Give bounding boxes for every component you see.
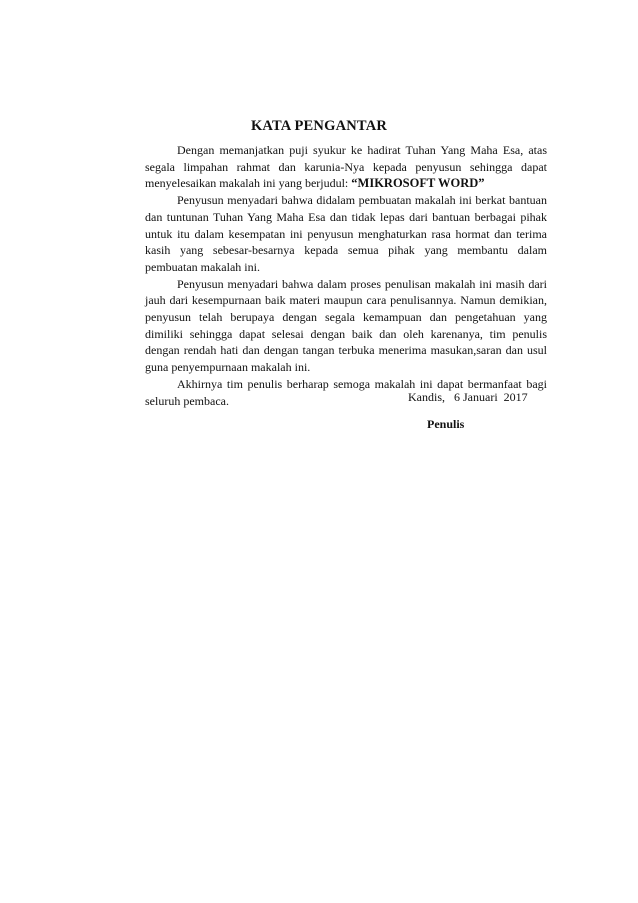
paragraph-1 xyxy=(145,142,547,192)
page-title: KATA PENGANTAR xyxy=(250,118,388,134)
paragraph-2: Penyusun menyadari bahwa didalam pembuatan makalah ini berkat bantuan dan tuntunan Tuhan Yang Maha Esa dan tidak lepas dari bantuan berbagai pihak untuk itu dalam kesempatan ini penyusun menghaturkan rasa hormat dan terima kasih yang sebesar-besarnya kepada semua pihak yang membantu dalam pembuatan makalah ini. xyxy=(145,193,547,274)
paragraph-1-text: Dengan memanjatkan puji syukur ke hadirat Tuhan Yang Maha Esa, atas segala limpahan rahmat dan karunia-Nya kepada penyusun sehingga dapat menyelesaikan makalah ini yang berjudul: xyxy=(145,143,547,191)
paragraph-3: Penyusun menyadari bahwa dalam proses penulisan makalah ini masih dari jauh dari kesempurnaan baik materi maupun cara penulisannya. Namun demikian, penyusun telah berupaya dengan segala kemampuan dan pengetahuan yang dimiliki sehingga dapat selesai dengan baik dan oleh karenanya, tim penulis dengan rendah hati dan dengan tangan terbuka menerima masukan,saran dan usul guna penyempurnaan makalah ini. xyxy=(145,276,547,375)
signature-place-date: Kandis, 6 Januari 2017 xyxy=(408,390,528,404)
body-text xyxy=(145,142,547,409)
signature-author: Penulis xyxy=(427,417,465,431)
paragraph-4: Akhirnya tim penulis berharap semoga makalah ini dapat bermanfaat bagi seluruh pembaca. xyxy=(145,376,547,408)
paragraph-1-emphasis: “MIKROSOFT WORD” xyxy=(351,176,485,191)
